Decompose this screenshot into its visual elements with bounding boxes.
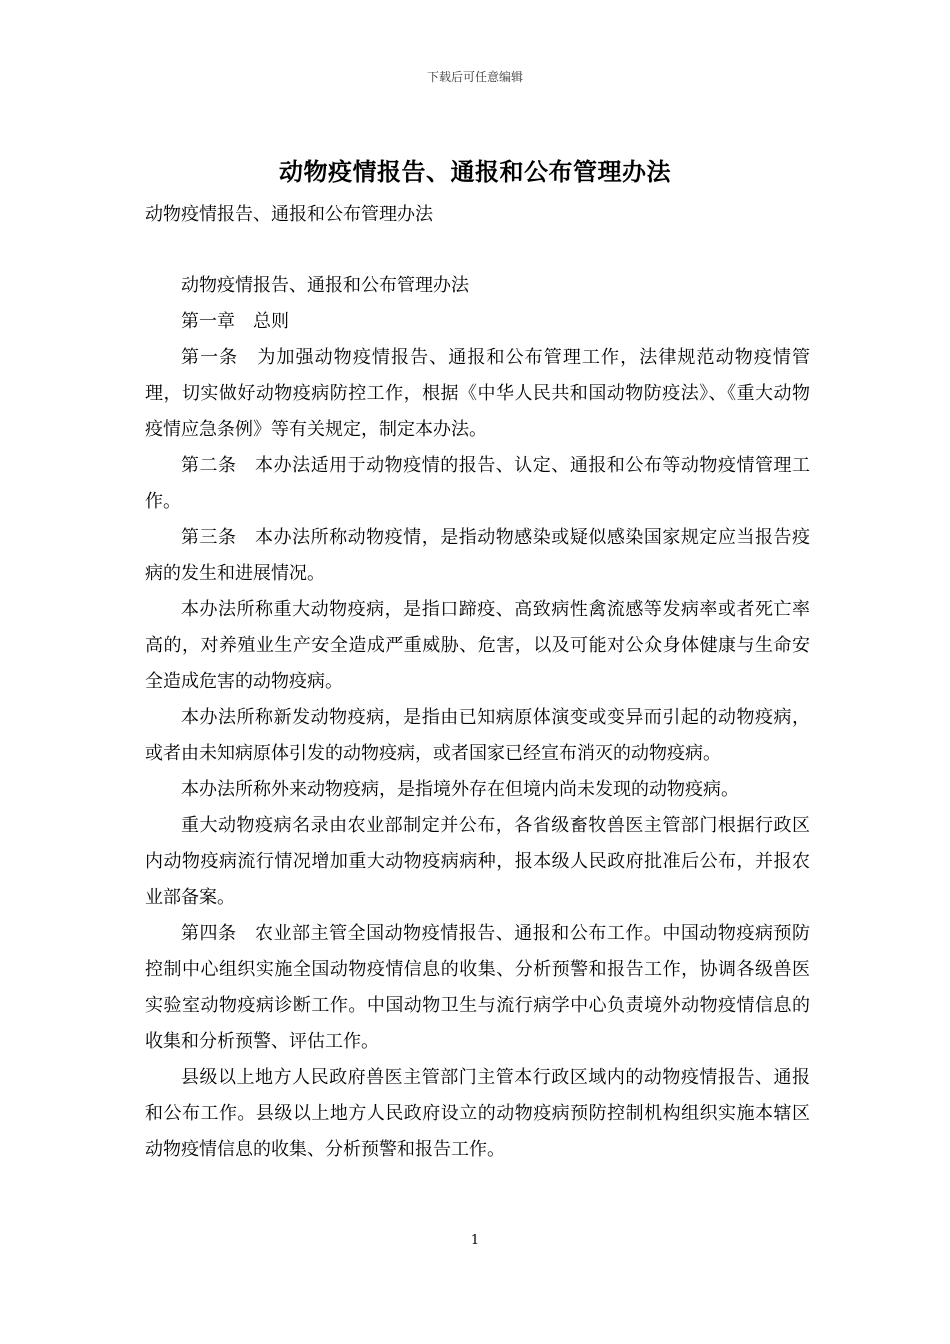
article-paragraph: 第三条 本办法所称动物疫情，是指动物感染或疑似感染国家规定应当报告疫病的发生和进展情况。: [145, 527, 810, 584]
header-note: 下载后可任意编辑: [426, 70, 523, 84]
body-heading: 动物疫情报告、通报和公布管理办法: [181, 275, 469, 296]
article-paragraph: 第一条 为加强动物疫情报告、通报和公布管理工作，法律规范动物疫情管理，切实做好动物疫病防控工作，根据《中华人民共和国动物防疫法》、《重大动物疫情应急条例》等有关规定，制定本办法。: [145, 347, 810, 440]
article-paragraph: 重大动物疫病名录由农业部制定并公布，各省级畜牧兽医主管部门根据行政区内动物疫病流行情况增加重大动物疫病病种，报本级人民政府批准后公布，并报农业部备案。: [145, 815, 810, 908]
document-title: 动物疫情报告、通报和公布管理办法: [279, 157, 671, 186]
article-paragraph: 本办法所称外来动物疫病，是指境外存在但境内尚未发现的动物疫病。: [181, 779, 739, 800]
page-number: 1: [470, 1233, 480, 1248]
chapter-heading: 第一章 总则: [181, 311, 289, 332]
document-body: [145, 268, 810, 1168]
article-paragraph: 第二条 本办法适用于动物疫情的报告、认定、通报和公布等动物疫情管理工作。: [145, 455, 810, 512]
article-paragraph: 本办法所称重大动物疫病，是指口蹄疫、高致病性禽流感等发病率或者死亡率高的，对养殖业生产安全造成严重威胁、危害，以及可能对公众身体健康与生命安全造成危害的动物疫病。: [145, 599, 810, 692]
article-paragraph: 县级以上地方人民政府兽医主管部门主管本行政区域内的动物疫情报告、通报和公布工作。县级以上地方人民政府设立的动物疫病预防控制机构组织实施本辖区动物疫情信息的收集、分析预警和报告工作。: [145, 1067, 810, 1160]
document-subtitle: 动物疫情报告、通报和公布管理办法: [145, 204, 433, 225]
article-paragraph: 第四条 农业部主管全国动物疫情报告、通报和公布工作。中国动物疫病预防控制中心组织实施全国动物疫情信息的收集、分析预警和报告工作，协调各级兽医实验室动物疫病诊断工作。中国动物卫生与流行病学中心负责境外动物疫情信息的收集和分析预警、评估工作。: [145, 923, 810, 1052]
article-paragraph: 本办法所称新发动物疫病，是指由已知病原体演变或变异而引起的动物疫病，或者由未知病原体引发的动物疫病，或者国家已经宣布消灭的动物疫病。: [145, 707, 810, 764]
